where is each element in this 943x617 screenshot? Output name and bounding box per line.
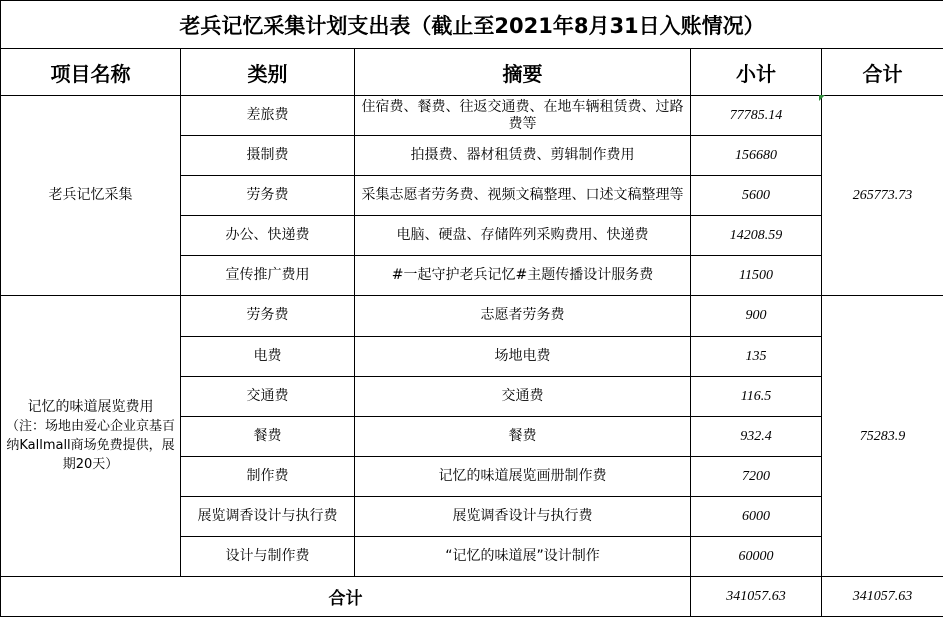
subtotal-cell: 14208.59 — [691, 216, 822, 256]
summary-cell: 交通费 — [355, 376, 691, 416]
summary-cell: 采集志愿者劳务费、视频文稿整理、口述文稿整理等 — [355, 176, 691, 216]
title-row — [1, 1, 943, 49]
project-name-cell — [1, 296, 181, 576]
project-note: （注：场地由爱心企业京基百纳Kallmall商场免费提供，展期20天） — [5, 419, 175, 473]
category-cell: 展览调香设计与执行费 — [181, 496, 355, 536]
subtotal-cell: 116.5 — [691, 376, 822, 416]
header-row — [1, 49, 943, 96]
summary-cell: 拍摄费、器材租赁费、剪辑制作费用 — [355, 136, 691, 176]
subtotal-cell: 156680 — [691, 136, 822, 176]
subtotal-cell: 60000 — [691, 536, 822, 576]
grand-total-subtotal: 341057.63 — [691, 576, 822, 616]
summary-cell: “记忆的味道展”设计制作 — [355, 536, 691, 576]
project-name: 记忆的味道展览费用 — [27, 399, 154, 416]
header-summary: 摘要 — [355, 49, 691, 96]
grand-total-label: 合计 — [1, 576, 691, 616]
grand-total-value: 341057.63 — [822, 576, 943, 616]
subtotal-cell: 900 — [691, 296, 822, 336]
category-cell: 劳务费 — [181, 176, 355, 216]
summary-cell: 餐费 — [355, 416, 691, 456]
category-cell: 电费 — [181, 336, 355, 376]
grand-total-row — [1, 576, 943, 616]
summary-cell: 电脑、硬盘、存储阵列采购费用、快递费 — [355, 216, 691, 256]
subtotal-cell: 6000 — [691, 496, 822, 536]
subtotal-cell: 932.4 — [691, 416, 822, 456]
category-cell: 摄制费 — [181, 136, 355, 176]
category-cell: 制作费 — [181, 456, 355, 496]
table-row — [1, 296, 943, 336]
summary-cell: 住宿费、餐费、往返交通费、在地车辆租赁费、过路费等 — [355, 96, 691, 136]
category-cell: 办公、快递费 — [181, 216, 355, 256]
category-cell: 宣传推广费用 — [181, 256, 355, 296]
summary-cell: 展览调香设计与执行费 — [355, 496, 691, 536]
summary-cell: #一起守护老兵记忆#主题传播设计服务费 — [355, 256, 691, 296]
header-project: 项目名称 — [1, 49, 181, 96]
project-name-cell: 老兵记忆采集 — [1, 96, 181, 296]
subtotal-cell: 11500 — [691, 256, 822, 296]
header-category: 类别 — [181, 49, 355, 96]
header-total: 合计 — [822, 49, 943, 96]
subtotal-cell: 5600 — [691, 176, 822, 216]
category-cell: 餐费 — [181, 416, 355, 456]
category-cell: 交通费 — [181, 376, 355, 416]
page-title: 老兵记忆采集计划支出表（截止至2021年8月31日入账情况） — [1, 1, 943, 49]
section-total-cell: 75283.9 — [822, 296, 943, 576]
subtotal-cell: 7200 — [691, 456, 822, 496]
subtotal-cell: 77785.14 — [691, 96, 822, 136]
summary-cell: 记忆的味道展览画册制作费 — [355, 456, 691, 496]
header-subtotal: 小计 — [691, 49, 822, 96]
category-cell: 劳务费 — [181, 296, 355, 336]
summary-cell: 场地电费 — [355, 336, 691, 376]
section-total-cell: 265773.73 — [822, 96, 943, 296]
category-cell: 差旅费 — [181, 96, 355, 136]
cell-comment-marker — [819, 95, 825, 101]
summary-cell: 志愿者劳务费 — [355, 296, 691, 336]
category-cell: 设计与制作费 — [181, 536, 355, 576]
table-row — [1, 96, 943, 136]
subtotal-cell: 135 — [691, 336, 822, 376]
